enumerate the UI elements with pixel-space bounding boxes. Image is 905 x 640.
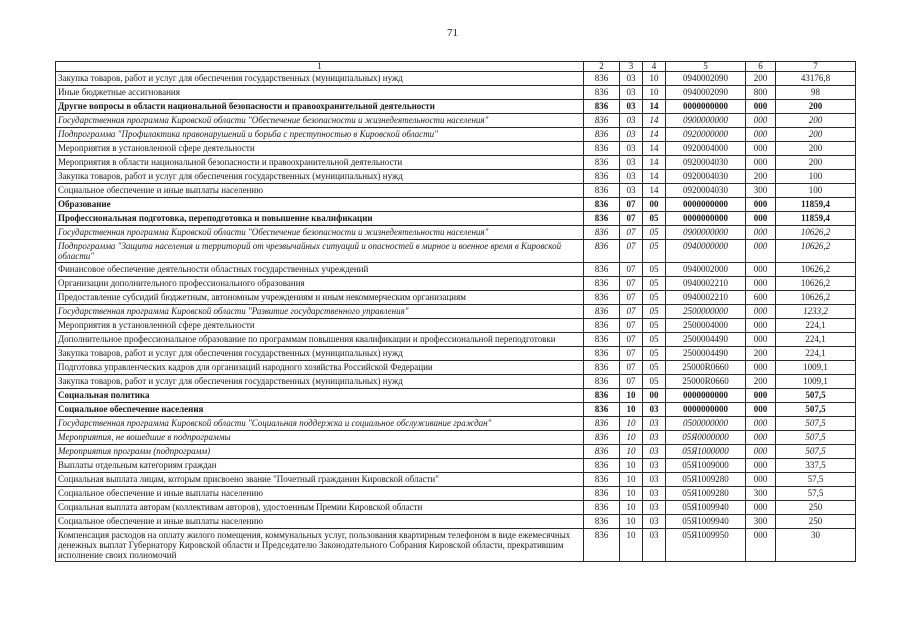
amount-cell: 10626,2 [776, 291, 856, 305]
section-code-cell: 03 [620, 184, 643, 198]
amount-cell: 507,5 [776, 403, 856, 417]
section-code-cell: 07 [620, 347, 643, 361]
item-name-cell: Подпрограмма "Защита населения и территорий от чрезвычайных ситуаций и опасностей в мирное и военное время в Кировской области" [56, 240, 584, 263]
target-article-code-cell: 0940000000 [666, 240, 746, 263]
table-row [56, 170, 856, 184]
amount-cell: 43176,8 [776, 72, 856, 86]
section-code-cell: 03 [620, 72, 643, 86]
amount-cell: 100 [776, 184, 856, 198]
amount-cell: 57,5 [776, 487, 856, 501]
item-name-cell: Компенсация расходов на оплату жилого помещения, коммунальных услуг, пользования квартирным телефоном в виде ежемесячных денежных выплат Губернатору Кировской области и Председателю Законодательного Собрания Кировской области, прекратившим исполнение своих полномочий [56, 529, 584, 562]
amount-cell: 30 [776, 529, 856, 562]
ministry-code-cell: 836 [584, 319, 620, 333]
subsection-code-cell: 05 [643, 212, 666, 226]
subsection-code-cell: 05 [643, 291, 666, 305]
ministry-code-cell: 836 [584, 114, 620, 128]
expense-type-code-cell: 000 [746, 156, 776, 170]
section-code-cell: 07 [620, 333, 643, 347]
table-row [56, 445, 856, 459]
table-row [56, 226, 856, 240]
column-number: 7 [776, 62, 856, 72]
target-article-code-cell: 05Я1009940 [666, 501, 746, 515]
item-name-cell: Мероприятия, не вошедшие в подпрограммы [56, 431, 584, 445]
target-article-code-cell: 05Я0000000 [666, 431, 746, 445]
expense-type-code-cell: 000 [746, 333, 776, 347]
section-code-cell: 03 [620, 114, 643, 128]
section-code-cell: 10 [620, 459, 643, 473]
ministry-code-cell: 836 [584, 277, 620, 291]
section-code-cell: 03 [620, 86, 643, 100]
item-name-cell: Выплаты отдельным категориям граждан [56, 459, 584, 473]
subsection-code-cell: 14 [643, 100, 666, 114]
section-code-cell: 10 [620, 431, 643, 445]
section-code-cell: 07 [620, 375, 643, 389]
expense-type-code-cell: 000 [746, 319, 776, 333]
item-name-cell: Мероприятия в установленной сфере деятельности [56, 319, 584, 333]
column-number: 2 [584, 62, 620, 72]
item-name-cell: Закупка товаров, работ и услуг для обеспечения государственных (муниципальных) нужд [56, 347, 584, 361]
target-article-code-cell: 0000000000 [666, 100, 746, 114]
target-article-code-cell: 25000R0660 [666, 361, 746, 375]
item-name-cell: Подготовка управленческих кадров для организаций народного хозяйства Российской Федерации [56, 361, 584, 375]
subsection-code-cell: 05 [643, 361, 666, 375]
item-name-cell: Социальная политика [56, 389, 584, 403]
subsection-code-cell: 14 [643, 156, 666, 170]
item-name-cell: Мероприятия в установленной сфере деятельности [56, 142, 584, 156]
budget-table [55, 61, 856, 562]
table-row [56, 319, 856, 333]
subsection-code-cell: 14 [643, 184, 666, 198]
amount-cell: 10626,2 [776, 277, 856, 291]
expense-type-code-cell: 200 [746, 347, 776, 361]
ministry-code-cell: 836 [584, 487, 620, 501]
section-code-cell: 07 [620, 212, 643, 226]
table-row [56, 333, 856, 347]
subsection-code-cell: 03 [643, 403, 666, 417]
ministry-code-cell: 836 [584, 240, 620, 263]
subsection-code-cell: 03 [643, 431, 666, 445]
section-code-cell: 07 [620, 198, 643, 212]
amount-cell: 250 [776, 501, 856, 515]
item-name-cell: Мероприятия в области национальной безопасности и правоохранительной деятельности [56, 156, 584, 170]
expense-type-code-cell: 800 [746, 86, 776, 100]
item-name-cell: Другие вопросы в области национальной безопасности и правоохранительной деятельности [56, 100, 584, 114]
amount-cell: 224,1 [776, 333, 856, 347]
section-code-cell: 07 [620, 361, 643, 375]
item-name-cell: Подпрограмма "Профилактика правонарушений и борьба с преступностью в Кировской области" [56, 128, 584, 142]
target-article-code-cell: 0920004000 [666, 142, 746, 156]
expense-type-code-cell: 000 [746, 100, 776, 114]
section-code-cell: 03 [620, 156, 643, 170]
item-name-cell: Социальное обеспечение и иные выплаты населению [56, 184, 584, 198]
ministry-code-cell: 836 [584, 459, 620, 473]
subsection-code-cell: 14 [643, 170, 666, 184]
subsection-code-cell: 10 [643, 72, 666, 86]
target-article-code-cell: 05Я1009000 [666, 459, 746, 473]
ministry-code-cell: 836 [584, 226, 620, 240]
ministry-code-cell: 836 [584, 529, 620, 562]
target-article-code-cell: 2500000000 [666, 305, 746, 319]
item-name-cell: Предоставление субсидий бюджетным, автономным учреждениям и иным некоммерческим организациям [56, 291, 584, 305]
table-row [56, 305, 856, 319]
target-article-code-cell: 2500004490 [666, 333, 746, 347]
item-name-cell: Мероприятия программ (подпрограмм) [56, 445, 584, 459]
amount-cell: 200 [776, 156, 856, 170]
expense-type-code-cell: 300 [746, 487, 776, 501]
ministry-code-cell: 836 [584, 361, 620, 375]
item-name-cell: Образование [56, 198, 584, 212]
target-article-code-cell: 2500004490 [666, 347, 746, 361]
item-name-cell: Закупка товаров, работ и услуг для обеспечения государственных (муниципальных) нужд [56, 375, 584, 389]
section-code-cell: 10 [620, 487, 643, 501]
item-name-cell: Иные бюджетные ассигнования [56, 86, 584, 100]
amount-cell: 200 [776, 114, 856, 128]
column-number: 1 [56, 62, 584, 72]
expense-type-code-cell: 000 [746, 445, 776, 459]
amount-cell: 200 [776, 100, 856, 114]
item-name-cell: Государственная программа Кировской области "Развитие государственного управления" [56, 305, 584, 319]
table-row [56, 72, 856, 86]
target-article-code-cell: 05Я1009950 [666, 529, 746, 562]
ministry-code-cell: 836 [584, 431, 620, 445]
subsection-code-cell: 05 [643, 240, 666, 263]
subsection-code-cell: 14 [643, 114, 666, 128]
subsection-code-cell: 14 [643, 142, 666, 156]
section-code-cell: 03 [620, 170, 643, 184]
table-row [56, 212, 856, 226]
ministry-code-cell: 836 [584, 100, 620, 114]
subsection-code-cell: 05 [643, 226, 666, 240]
item-name-cell: Государственная программа Кировской области "Обеспечение безопасности и жизнедеятельности населения" [56, 114, 584, 128]
table-row [56, 459, 856, 473]
item-name-cell: Государственная программа Кировской области "Обеспечение безопасности и жизнедеятельности населения" [56, 226, 584, 240]
target-article-code-cell: 05Я1009280 [666, 487, 746, 501]
ministry-code-cell: 836 [584, 128, 620, 142]
table-row [56, 277, 856, 291]
ministry-code-cell: 836 [584, 142, 620, 156]
amount-cell: 11859,4 [776, 198, 856, 212]
expense-type-code-cell: 300 [746, 184, 776, 198]
expense-type-code-cell: 000 [746, 459, 776, 473]
section-code-cell: 10 [620, 501, 643, 515]
subsection-code-cell: 03 [643, 473, 666, 487]
column-number: 3 [620, 62, 643, 72]
expense-type-code-cell: 000 [746, 114, 776, 128]
subsection-code-cell: 03 [643, 529, 666, 562]
column-number-row [56, 62, 856, 72]
subsection-code-cell: 05 [643, 263, 666, 277]
item-name-cell: Профессиональная подготовка, переподготовка и повышение квалификации [56, 212, 584, 226]
table-row [56, 198, 856, 212]
item-name-cell: Социальная выплата лицам, которым присвоено звание "Почетный гражданин Кировской области" [56, 473, 584, 487]
ministry-code-cell: 836 [584, 333, 620, 347]
section-code-cell: 03 [620, 142, 643, 156]
expense-type-code-cell: 000 [746, 361, 776, 375]
table-row [56, 263, 856, 277]
item-name-cell: Государственная программа Кировской области "Социальная поддержка и социальное обслуживание граждан" [56, 417, 584, 431]
column-number: 4 [643, 62, 666, 72]
section-code-cell: 10 [620, 473, 643, 487]
expense-type-code-cell: 000 [746, 403, 776, 417]
ministry-code-cell: 836 [584, 389, 620, 403]
expense-type-code-cell: 000 [746, 501, 776, 515]
target-article-code-cell: 0920004030 [666, 184, 746, 198]
ministry-code-cell: 836 [584, 156, 620, 170]
expense-type-code-cell: 200 [746, 72, 776, 86]
target-article-code-cell: 05Я1009940 [666, 515, 746, 529]
table-row [56, 184, 856, 198]
section-code-cell: 07 [620, 305, 643, 319]
amount-cell: 200 [776, 142, 856, 156]
ministry-code-cell: 836 [584, 417, 620, 431]
item-name-cell: Организации дополнительного профессионального образования [56, 277, 584, 291]
expense-type-code-cell: 200 [746, 375, 776, 389]
ministry-code-cell: 836 [584, 198, 620, 212]
section-code-cell: 07 [620, 226, 643, 240]
target-article-code-cell: 0940002210 [666, 277, 746, 291]
section-code-cell: 07 [620, 291, 643, 305]
target-article-code-cell: 0940002090 [666, 86, 746, 100]
section-code-cell: 10 [620, 403, 643, 417]
expense-type-code-cell: 000 [746, 473, 776, 487]
subsection-code-cell: 00 [643, 198, 666, 212]
amount-cell: 224,1 [776, 319, 856, 333]
item-name-cell: Закупка товаров, работ и услуг для обеспечения государственных (муниципальных) нужд [56, 170, 584, 184]
page-number: 71 [447, 27, 458, 39]
ministry-code-cell: 836 [584, 501, 620, 515]
subsection-code-cell: 05 [643, 347, 666, 361]
target-article-code-cell: 0000000000 [666, 212, 746, 226]
item-name-cell: Социальное обеспечение и иные выплаты населению [56, 515, 584, 529]
subsection-code-cell: 05 [643, 375, 666, 389]
section-code-cell: 07 [620, 263, 643, 277]
section-code-cell: 10 [620, 445, 643, 459]
expense-type-code-cell: 000 [746, 263, 776, 277]
ministry-code-cell: 836 [584, 263, 620, 277]
expense-type-code-cell: 000 [746, 431, 776, 445]
table-row [56, 240, 856, 263]
subsection-code-cell: 05 [643, 333, 666, 347]
section-code-cell: 10 [620, 529, 643, 562]
ministry-code-cell: 836 [584, 291, 620, 305]
amount-cell: 250 [776, 515, 856, 529]
table-row [56, 375, 856, 389]
ministry-code-cell: 836 [584, 403, 620, 417]
item-name-cell: Социальная выплата авторам (коллективам авторов), удостоенным Премии Кировской области [56, 501, 584, 515]
target-article-code-cell: 0920004030 [666, 170, 746, 184]
subsection-code-cell: 05 [643, 305, 666, 319]
item-name-cell: Финансовое обеспечение деятельности областных государственных учреждений [56, 263, 584, 277]
target-article-code-cell: 0940002090 [666, 72, 746, 86]
subsection-code-cell: 03 [643, 445, 666, 459]
subsection-code-cell: 03 [643, 417, 666, 431]
amount-cell: 1009,1 [776, 375, 856, 389]
ministry-code-cell: 836 [584, 170, 620, 184]
target-article-code-cell: 05Я1009280 [666, 473, 746, 487]
subsection-code-cell: 14 [643, 128, 666, 142]
table-row [56, 403, 856, 417]
expense-type-code-cell: 000 [746, 389, 776, 403]
section-code-cell: 03 [620, 128, 643, 142]
expense-type-code-cell: 000 [746, 240, 776, 263]
subsection-code-cell: 05 [643, 319, 666, 333]
amount-cell: 224,1 [776, 347, 856, 361]
item-name-cell: Социальное обеспечение населения [56, 403, 584, 417]
section-code-cell: 07 [620, 319, 643, 333]
expense-type-code-cell: 000 [746, 142, 776, 156]
ministry-code-cell: 836 [584, 72, 620, 86]
expense-type-code-cell: 000 [746, 305, 776, 319]
column-number: 6 [746, 62, 776, 72]
section-code-cell: 03 [620, 100, 643, 114]
section-code-cell: 07 [620, 240, 643, 263]
target-article-code-cell: 0000000000 [666, 403, 746, 417]
table-row [56, 86, 856, 100]
expense-type-code-cell: 000 [746, 128, 776, 142]
expense-type-code-cell: 000 [746, 226, 776, 240]
target-article-code-cell: 0000000000 [666, 389, 746, 403]
ministry-code-cell: 836 [584, 86, 620, 100]
budget-table-body [56, 62, 856, 562]
amount-cell: 1233,2 [776, 305, 856, 319]
column-number: 5 [666, 62, 746, 72]
table-row [56, 347, 856, 361]
item-name-cell: Дополнительное профессиональное образование по программам повышения квалификации и профессиональной переподготовки [56, 333, 584, 347]
table-row [56, 291, 856, 305]
target-article-code-cell: 05Я1000000 [666, 445, 746, 459]
section-code-cell: 07 [620, 277, 643, 291]
subsection-code-cell: 03 [643, 487, 666, 501]
expense-type-code-cell: 000 [746, 529, 776, 562]
expense-type-code-cell: 300 [746, 515, 776, 529]
ministry-code-cell: 836 [584, 473, 620, 487]
table-row [56, 142, 856, 156]
target-article-code-cell: 25000R0660 [666, 375, 746, 389]
table-row [56, 487, 856, 501]
item-name-cell: Социальное обеспечение и иные выплаты населению [56, 487, 584, 501]
expense-type-code-cell: 600 [746, 291, 776, 305]
ministry-code-cell: 836 [584, 347, 620, 361]
table-row [56, 515, 856, 529]
expense-type-code-cell: 200 [746, 170, 776, 184]
amount-cell: 507,5 [776, 417, 856, 431]
ministry-code-cell: 836 [584, 212, 620, 226]
ministry-code-cell: 836 [584, 375, 620, 389]
target-article-code-cell: 2500004000 [666, 319, 746, 333]
section-code-cell: 10 [620, 417, 643, 431]
ministry-code-cell: 836 [584, 184, 620, 198]
target-article-code-cell: 0000000000 [666, 198, 746, 212]
section-code-cell: 10 [620, 515, 643, 529]
amount-cell: 100 [776, 170, 856, 184]
amount-cell: 98 [776, 86, 856, 100]
expense-type-code-cell: 000 [746, 417, 776, 431]
amount-cell: 10626,2 [776, 263, 856, 277]
subsection-code-cell: 05 [643, 277, 666, 291]
target-article-code-cell: 0940002210 [666, 291, 746, 305]
amount-cell: 337,5 [776, 459, 856, 473]
amount-cell: 11859,4 [776, 212, 856, 226]
table-row [56, 417, 856, 431]
table-row [56, 361, 856, 375]
ministry-code-cell: 836 [584, 445, 620, 459]
table-row [56, 473, 856, 487]
subsection-code-cell: 03 [643, 459, 666, 473]
amount-cell: 10626,2 [776, 226, 856, 240]
target-article-code-cell: 0500000000 [666, 417, 746, 431]
item-name-cell: Закупка товаров, работ и услуг для обеспечения государственных (муниципальных) нужд [56, 72, 584, 86]
subsection-code-cell: 03 [643, 501, 666, 515]
table-row [56, 114, 856, 128]
amount-cell: 507,5 [776, 431, 856, 445]
table-row [56, 501, 856, 515]
target-article-code-cell: 0940002000 [666, 263, 746, 277]
expense-type-code-cell: 000 [746, 212, 776, 226]
table-row [56, 431, 856, 445]
amount-cell: 57,5 [776, 473, 856, 487]
expense-type-code-cell: 000 [746, 198, 776, 212]
target-article-code-cell: 0920000000 [666, 128, 746, 142]
table-row [56, 100, 856, 114]
amount-cell: 200 [776, 128, 856, 142]
amount-cell: 10626,2 [776, 240, 856, 263]
ministry-code-cell: 836 [584, 305, 620, 319]
target-article-code-cell: 0900000000 [666, 114, 746, 128]
subsection-code-cell: 00 [643, 389, 666, 403]
table-row [56, 128, 856, 142]
amount-cell: 1009,1 [776, 361, 856, 375]
subsection-code-cell: 03 [643, 515, 666, 529]
ministry-code-cell: 836 [584, 515, 620, 529]
section-code-cell: 10 [620, 389, 643, 403]
table-row [56, 389, 856, 403]
target-article-code-cell: 0920004030 [666, 156, 746, 170]
expense-type-code-cell: 000 [746, 277, 776, 291]
target-article-code-cell: 0900000000 [666, 226, 746, 240]
subsection-code-cell: 10 [643, 86, 666, 100]
table-row [56, 529, 856, 562]
table-row [56, 156, 856, 170]
amount-cell: 507,5 [776, 389, 856, 403]
amount-cell: 507,5 [776, 445, 856, 459]
